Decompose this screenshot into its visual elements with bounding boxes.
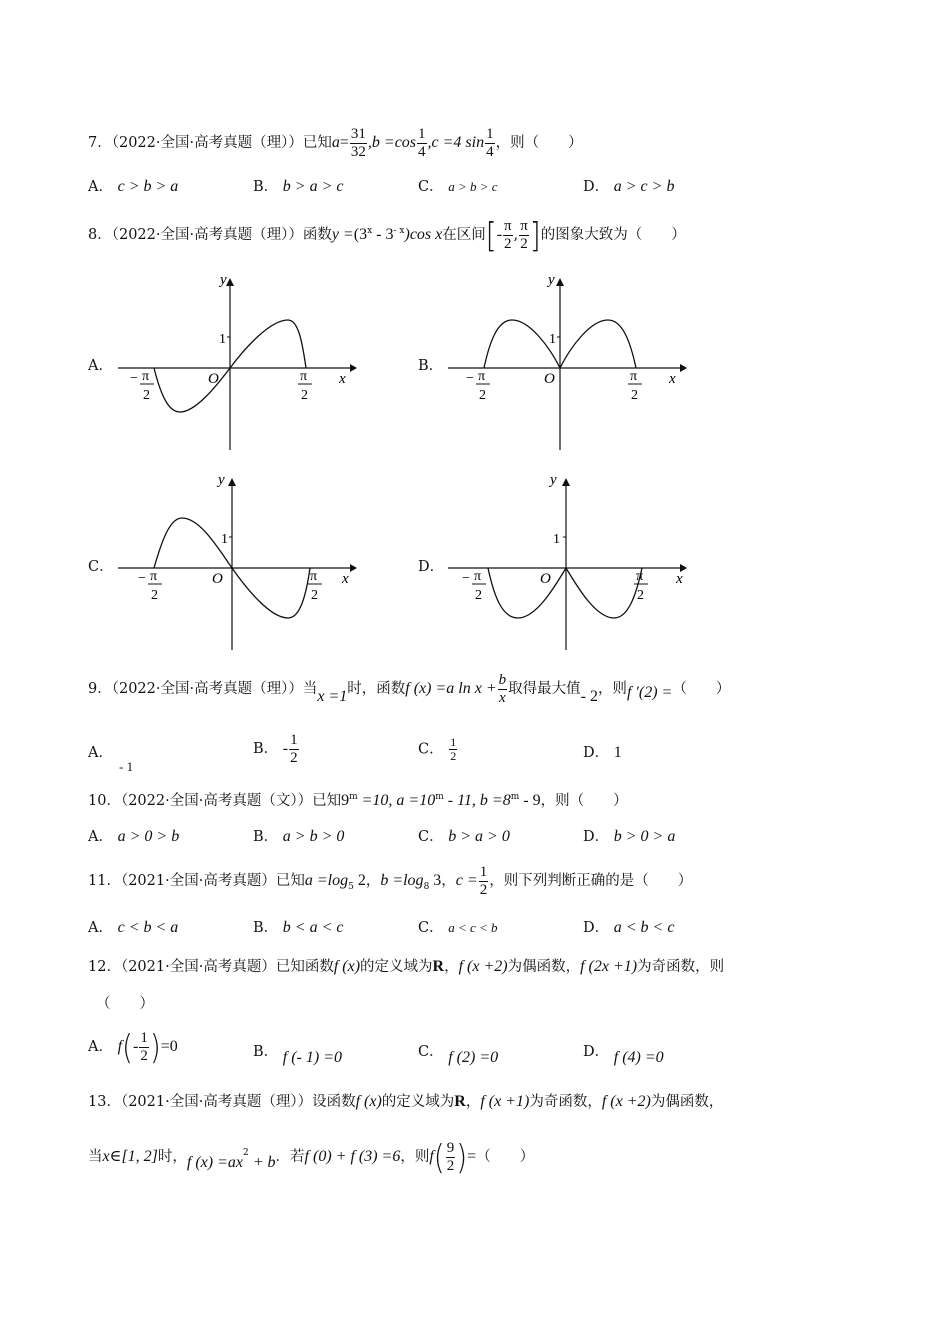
q13-func-sup: 2 — [243, 1148, 249, 1159]
q12-option-c[interactable]: C． f (2) =0 — [418, 1044, 499, 1066]
graph-a-x-arrow — [350, 364, 357, 372]
q7-option-d[interactable]: D． a > c > b — [583, 178, 675, 195]
q10-tail: ，则（ ） — [540, 793, 628, 809]
q8-func-y: y = — [331, 226, 354, 243]
graph-a-x-label: x — [339, 371, 346, 387]
q9-mid3: ，则 — [597, 681, 627, 697]
graph-b-x-label: x — [669, 371, 676, 387]
q9-option-b[interactable]: B． - $\frac{1}{2}$ — [253, 732, 298, 766]
q13-t1: 的定义域为 — [381, 1094, 455, 1110]
graph-b-neg-two: 2 — [479, 388, 486, 403]
q10-number: 10． — [88, 793, 121, 809]
q12-t4: 为奇函数，则 — [637, 959, 725, 975]
q7-c-expr: ,c =4 sin — [427, 134, 485, 151]
q8-func-sup1: x — [367, 226, 373, 237]
q12-t2: ， — [444, 959, 459, 975]
question-12 — [88, 955, 724, 976]
graph-b-pos-two: 2 — [631, 388, 638, 403]
q12-t1: 的定义域为 — [360, 959, 433, 975]
graph-c-neg-pi: π — [150, 569, 158, 584]
graph-d-neg-sign: − — [462, 571, 470, 586]
q12-source: （2021·全国·高考真题）已知函数 — [120, 959, 334, 975]
graph-a-y-label: y — [220, 272, 227, 288]
q8-option-b[interactable]: B． — [418, 358, 444, 374]
q10-option-a[interactable]: A． a > 0 > b — [88, 828, 180, 845]
graph-b-x-arrow — [680, 364, 687, 372]
q7-option-c[interactable]: C． a > b > c — [418, 179, 498, 195]
q9-func-frac: $\frac{b}{x}$ — [498, 672, 507, 706]
q11-a-expr: a =log — [304, 872, 349, 889]
q13-l2-d: ，则 — [400, 1149, 430, 1165]
graph-d-one: 1 — [553, 532, 560, 547]
graph-c[interactable] — [110, 470, 360, 655]
q13-l2-b: 时， — [157, 1149, 187, 1165]
q10-expr-b: - 11, b =8 — [443, 792, 511, 809]
q8-bracket-right: ] — [529, 215, 541, 255]
q7-a-frac: $\frac{31}{32}$ — [350, 126, 366, 160]
graph-c-x-label: x — [342, 571, 349, 587]
graph-d-x-label: x — [676, 571, 683, 587]
q11-b-sub: 8 — [423, 881, 430, 892]
q11-sep-2: ， — [441, 873, 456, 889]
q11-a-sub: 5 — [348, 881, 354, 892]
q11-a-arg: 2 — [353, 872, 366, 889]
q11-option-a[interactable]: A． c < b < a — [88, 919, 179, 936]
q9-maxval: - 2 — [580, 688, 598, 705]
q13-number: 13． — [88, 1094, 121, 1110]
question-13 — [88, 1090, 723, 1111]
q8-source: （2022·全国·高考真题（理））函数 — [111, 227, 332, 243]
q9-option-d[interactable]: D． 1 — [583, 744, 622, 761]
q13-cond: x∈[1, 2] — [102, 1148, 158, 1165]
graph-c-neg-two: 2 — [151, 588, 158, 603]
graph-d-curve — [488, 568, 642, 618]
q8-int-neg: - — [496, 226, 503, 243]
graph-d-pos-two: 2 — [637, 588, 644, 603]
q11-tail: ，则下列判断正确的是（ ） — [489, 873, 693, 889]
q11-c-expr: c = — [455, 872, 478, 889]
q7-source: （2022·全国·高考真题（理））已知 — [111, 135, 332, 151]
graph-a-neg-sign: − — [130, 371, 138, 386]
q12-f1: f (x) — [333, 958, 361, 975]
question-10 — [88, 789, 628, 810]
q8-int-frac-2: $\frac{\pi}{2}$ — [520, 218, 528, 252]
graph-d-y-label: y — [550, 472, 557, 488]
graph-d-neg-pi: π — [474, 569, 482, 584]
graph-d-origin: O — [540, 571, 551, 587]
graph-a-origin: O — [208, 371, 219, 387]
graph-c-pos-pi: π — [310, 569, 318, 584]
q10-expr-end: - 9 — [519, 792, 541, 809]
q9-option-a[interactable]: A．- 1 — [88, 745, 134, 774]
graph-b-y-arrow — [556, 278, 564, 286]
q12-option-b[interactable]: B． f (- 1) =0 — [253, 1044, 342, 1066]
q9-mid1: 时，函数 — [347, 681, 406, 697]
q8-func-base: (3 — [353, 226, 368, 243]
graph-c-y-label: y — [218, 472, 225, 488]
q10-option-d[interactable]: D． b > 0 > a — [583, 828, 676, 845]
q12-t3: 为偶函数， — [507, 959, 581, 975]
q11-b-arg: 3 — [429, 872, 442, 889]
q9-number: 9． — [88, 681, 112, 697]
graph-d-pos-pi: π — [636, 569, 644, 584]
graph-a-neg-two: 2 — [143, 388, 150, 403]
graph-c-pos-two: 2 — [311, 588, 318, 603]
graph-a-pos-pi: π — [300, 369, 308, 384]
q8-func-mid: - 3 — [372, 226, 394, 243]
graph-b-neg-pi: π — [478, 369, 486, 384]
q10-option-c[interactable]: C． b > a > 0 — [418, 828, 510, 845]
graph-b-origin: O — [544, 371, 555, 387]
q8-option-c[interactable]: C． — [88, 559, 114, 575]
graph-a-one: 1 — [219, 332, 226, 347]
q11-option-c[interactable]: C． a < c < b — [418, 920, 498, 936]
graph-c-one: 1 — [221, 532, 228, 547]
q13-t3: 为奇函数， — [529, 1094, 602, 1110]
q13-tail: （ ） — [476, 1149, 535, 1165]
q12-option-a[interactable]: A． f(- $\frac{1}{2}$ )=0 — [88, 1027, 178, 1067]
graph-a-pos-two: 2 — [301, 388, 308, 403]
q12-line-2: （ ） — [96, 996, 154, 1012]
q13-l2-c: ．若 — [275, 1149, 305, 1165]
q12-R: R — [432, 958, 445, 975]
q13-func-end: + b — [248, 1154, 276, 1171]
graph-d-neg-two: 2 — [475, 588, 482, 603]
q8-mid: 在区间 — [442, 227, 486, 243]
q13-func: f (x) =ax — [186, 1154, 244, 1171]
graph-b-y-label: y — [548, 272, 555, 288]
q13-eq: = — [467, 1148, 477, 1165]
q13-l2-a: 当 — [88, 1149, 103, 1165]
q8-option-a[interactable]: A． — [88, 358, 113, 374]
q8-option-d[interactable]: D． — [418, 559, 445, 575]
q8-number: 8． — [88, 227, 112, 243]
q11-b-expr: b =log — [380, 872, 424, 889]
q12-number: 12． — [88, 959, 121, 975]
q13-line-2: 当x∈[1, 2]时，f $(x) =ax^2 + b$．若f (0) + f (3) =6，则f( $\frac{9}{2}$ )=（ ） — [88, 1137, 535, 1177]
q12-f3: f (2x +1) — [580, 958, 638, 975]
q10-expr-a: =10, a =10 — [357, 792, 436, 809]
question-8: 8．（2022·全国·高考真题（理））函数$y =(3^x - 3^{- x})\cos$ x在区间[- $\frac{\pi}{2}$ , $\frac{\pi}{2}$ ]的图象大致为（ ） — [88, 215, 686, 255]
q11-sep-1: ， — [365, 873, 381, 889]
q8-tail: 的图象大致为（ ） — [540, 227, 686, 243]
q10-sup-m2: m — [435, 792, 444, 803]
q10-sup-m1: m — [349, 792, 358, 803]
q9-tail: （ ） — [672, 681, 731, 697]
q7-tail: ，则（ ） — [495, 135, 583, 151]
q7-option-b[interactable]: B． b > a > c — [253, 178, 344, 195]
q7-b-frac: $\frac{1}{4}$ — [418, 126, 426, 160]
question-11 — [88, 864, 692, 898]
graph-b-neg-sign: − — [466, 371, 474, 386]
q10-source: （2022·全国·高考真题（文））已知 — [120, 793, 342, 809]
q7-a-var: a — [331, 134, 340, 151]
q8-bracket-left: [ — [485, 215, 497, 255]
q13-frac: $\frac{9}{2}$ — [446, 1140, 455, 1174]
q12-f2: f (x +2) — [458, 958, 508, 975]
graph-a[interactable] — [110, 270, 360, 455]
q9-source: （2022·全国·高考真题（理））当 — [111, 681, 318, 697]
q8-int-frac-1: $\frac{\pi}{2}$ — [504, 218, 512, 252]
question-9 — [88, 672, 730, 706]
graph-b-one: 1 — [549, 332, 556, 347]
graph-a-neg-pi: π — [142, 369, 150, 384]
q9-option-c[interactable]: C． $\frac{1}{2}$ — [418, 735, 457, 764]
q13-sum: f (0) + f (3) =6 — [304, 1148, 401, 1165]
q13-t2: ， — [465, 1094, 481, 1110]
q7-number: 7． — [88, 135, 112, 151]
q11-c-frac: $\frac{1}{2}$ — [479, 864, 488, 898]
q10-option-b[interactable]: B． a > b > 0 — [253, 828, 345, 845]
q11-option-d[interactable]: D． a < b < c — [583, 919, 675, 936]
graph-d[interactable] — [440, 470, 690, 655]
q7-option-a[interactable]: A． c > b > a — [88, 178, 179, 195]
q13-R: R — [454, 1093, 466, 1110]
q11-number: 11． — [88, 873, 121, 889]
graph-d-y-arrow — [562, 478, 570, 486]
q13-t4: 为偶函数， — [650, 1094, 724, 1110]
q11-option-b[interactable]: B． b < a < c — [253, 919, 344, 936]
graph-c-y-arrow — [228, 478, 236, 486]
q11-source: （2021·全国·高考真题）已知 — [120, 873, 305, 889]
q7-eq: = — [339, 134, 349, 151]
graph-c-neg-sign: − — [138, 571, 146, 586]
q9-deriv: f ′(2) = — [626, 684, 673, 701]
q7-b-expr: ,b =cos — [367, 134, 417, 151]
q9-cond: x =1 — [317, 688, 348, 705]
graph-b-pos-pi: π — [630, 369, 638, 384]
q13-f2: f (x +1) — [480, 1093, 530, 1110]
q10-expr-9: 9 — [341, 792, 350, 809]
graph-c-origin: O — [212, 571, 223, 587]
q10-sup-m3: m — [510, 792, 520, 803]
q12-option-d[interactable]: D． f (4) =0 — [583, 1044, 664, 1066]
q13-f1: f (x) — [355, 1093, 382, 1110]
q13-f3: f (x +2) — [601, 1093, 651, 1110]
graph-b[interactable] — [440, 270, 690, 455]
q9-func: f (x) =a ln x + — [405, 680, 497, 697]
q13-f-lhs: f — [429, 1148, 434, 1165]
graph-c-x-arrow — [350, 564, 357, 572]
q8-func-sup2: - x — [393, 226, 405, 237]
graph-a-y-arrow — [226, 278, 234, 286]
question-7 — [88, 126, 583, 160]
q7-c-frac: $\frac{1}{4}$ — [486, 126, 494, 160]
q8-func-end: )cos x — [404, 226, 443, 243]
q13-source: （2021·全国·高考真题（理））设函数 — [120, 1094, 356, 1110]
q9-mid2: 取得最大值 — [508, 681, 581, 697]
